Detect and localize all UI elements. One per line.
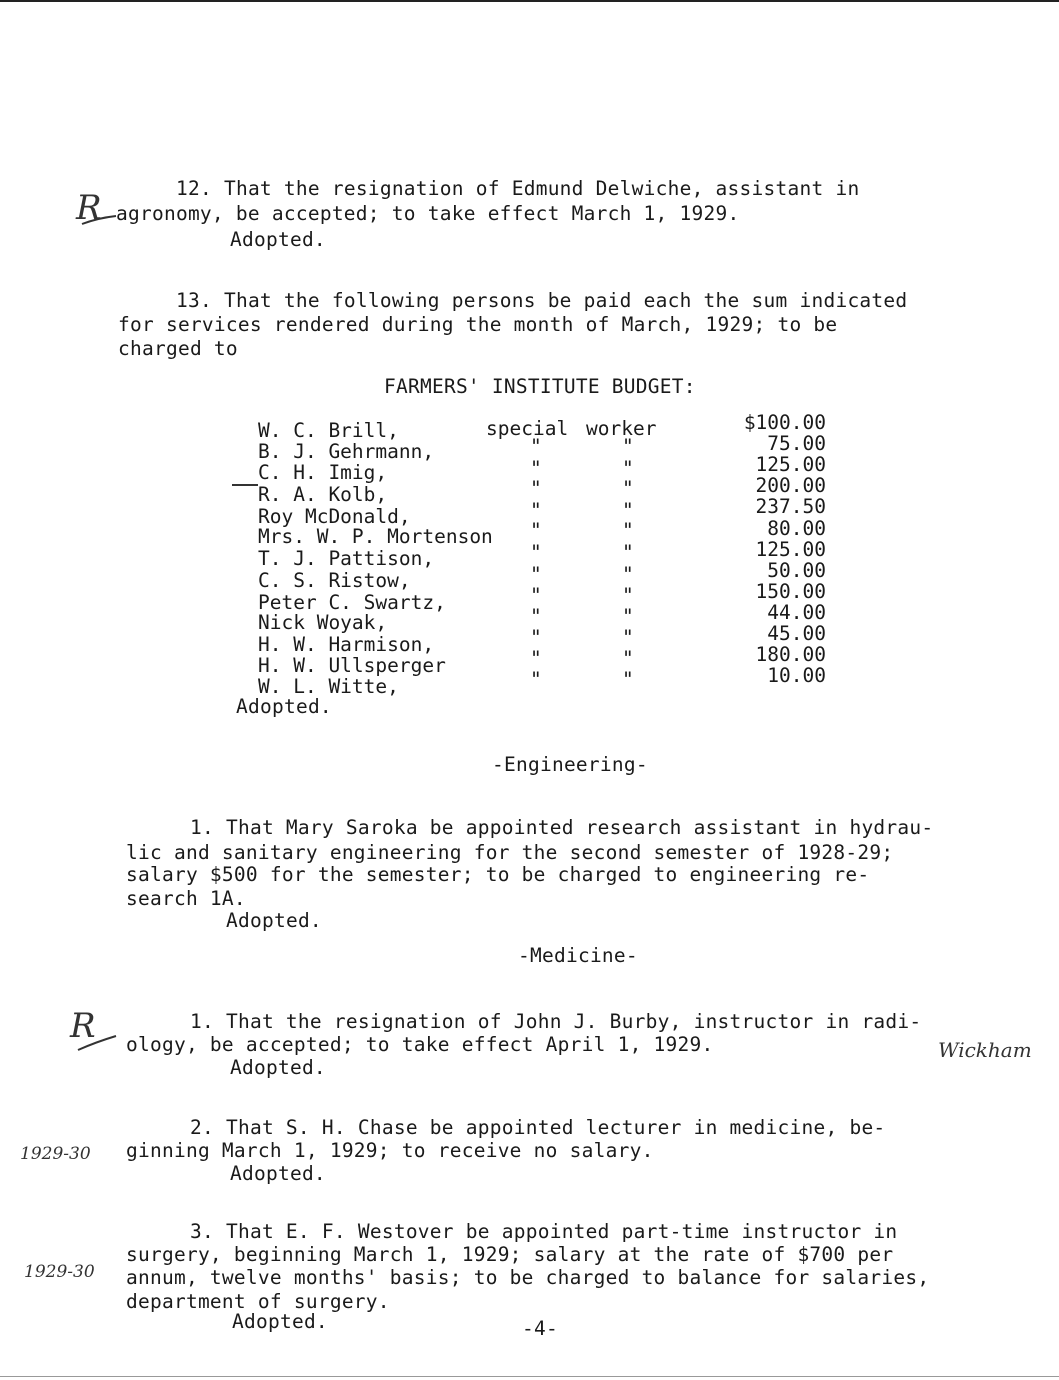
ditto-mark: " <box>530 647 542 670</box>
ditto-mark: " <box>530 435 542 458</box>
ditto-mark: " <box>530 457 542 480</box>
item-12-adopted: Adopted. <box>230 228 326 251</box>
medicine-item-3-line-4: department of surgery. <box>126 1290 390 1313</box>
medicine-item-3-line-1: 3. That E. F. Westover be appointed part-time instructor in <box>190 1220 898 1243</box>
medicine-item-3-line-3: annum, twelve months' basis; to be charged to balance for salaries, <box>126 1266 930 1289</box>
ditto-mark: " <box>530 605 542 628</box>
pencil-mark <box>232 484 258 486</box>
budget-amount: 50.00 <box>767 559 826 582</box>
ditto-mark: " <box>530 519 542 542</box>
margin-tick-mark <box>80 214 120 228</box>
budget-name: H. W. Harmison, <box>258 633 435 656</box>
budget-role-2: worker <box>586 417 657 440</box>
margin-note-year: 1929-30 <box>24 1262 95 1282</box>
budget-name: T. J. Pattison, <box>258 547 435 570</box>
ditto-mark: " <box>622 584 634 607</box>
engineering-item-1-line-1: 1. That Mary Saroka be appointed research assistant in hydrau- <box>190 816 934 839</box>
page-number: -4- <box>522 1317 558 1340</box>
medicine-item-2-line-1: 2. That S. H. Chase be appointed lecturer in medicine, be- <box>190 1116 886 1139</box>
budget-amount: 180.00 <box>755 643 826 666</box>
medicine-item-1-adopted: Adopted. <box>230 1056 326 1079</box>
engineering-item-1-adopted: Adopted. <box>226 909 322 932</box>
budget-amount: $100.00 <box>743 411 826 434</box>
budget-amount: 45.00 <box>767 622 826 645</box>
ditto-mark: " <box>622 519 634 542</box>
budget-amount: 44.00 <box>767 601 826 624</box>
ditto-mark: " <box>622 626 634 649</box>
margin-signature: Wickham <box>938 1038 1032 1062</box>
ditto-mark: " <box>622 435 634 458</box>
budget-name: Peter C. Swartz, <box>258 591 446 614</box>
margin-note-year: 1929-30 <box>20 1144 91 1164</box>
budget-name: W. C. Brill, <box>258 419 399 442</box>
ditto-mark: " <box>530 477 542 500</box>
medicine-item-3-line-2: surgery, beginning March 1, 1929; salary at the rate of $700 per <box>126 1243 894 1266</box>
ditto-mark: " <box>622 457 634 480</box>
ditto-mark: " <box>622 605 634 628</box>
item-13-line-3: charged to <box>118 337 238 360</box>
ditto-mark: " <box>622 477 634 500</box>
ditto-mark: " <box>530 563 542 586</box>
budget-amount: 75.00 <box>767 432 826 455</box>
budget-name: W. L. Witte, <box>258 675 399 698</box>
item-12-line-1: 12. That the resignation of Edmund Delwiche, assistant in <box>176 177 860 200</box>
scan-edge-bottom <box>0 1376 1059 1377</box>
medicine-item-3-adopted: Adopted. <box>232 1310 328 1333</box>
medicine-item-1-line-2: ology, be accepted; to take effect April 1, 1929. <box>126 1033 714 1056</box>
engineering-item-1-line-3: salary $500 for the semester; to be charged to engineering re- <box>126 863 870 886</box>
budget-amount: 125.00 <box>755 453 826 476</box>
scan-edge-top <box>0 0 1059 2</box>
budget-name: Mrs. W. P. Mortenson <box>258 525 493 548</box>
budget-name: C. H. Imig, <box>258 461 388 484</box>
medicine-item-2-line-2: ginning March 1, 1929; to receive no salary. <box>126 1139 654 1162</box>
budget-name: H. W. Ullsperger <box>258 654 446 677</box>
budget-name: R. A. Kolb, <box>258 483 388 506</box>
item-12-line-2: agronomy, be accepted; to take effect March 1, 1929. <box>116 202 740 225</box>
budget-name: Nick Woyak, <box>258 611 388 634</box>
budget-amount: 10.00 <box>767 664 826 687</box>
engineering-item-1-line-4: search 1A. <box>126 887 246 910</box>
ditto-mark: " <box>530 499 542 522</box>
engineering-item-1-line-2: lic and sanitary engineering for the second semester of 1928-29; <box>126 841 894 864</box>
budget-name: Roy McDonald, <box>258 505 411 528</box>
margin-note-r: R <box>76 188 102 228</box>
medicine-section-title: -Medicine- <box>518 944 638 967</box>
medicine-item-2-adopted: Adopted. <box>230 1162 326 1185</box>
item-13-adopted: Adopted. <box>236 695 332 718</box>
ditto-mark: " <box>622 647 634 670</box>
ditto-mark: " <box>622 668 634 691</box>
ditto-mark: " <box>622 541 634 564</box>
budget-amount: 125.00 <box>755 538 826 561</box>
engineering-section-title: -Engineering- <box>492 753 648 776</box>
budget-amount: 237.50 <box>755 495 826 518</box>
ditto-mark: " <box>530 626 542 649</box>
item-13-line-2: for services rendered during the month of March, 1929; to be <box>118 313 838 336</box>
item-13-line-1: 13. That the following persons be paid each the sum indicated <box>176 289 908 312</box>
budget-amount: 150.00 <box>755 580 826 603</box>
margin-tick-mark <box>76 1034 120 1054</box>
ditto-mark: " <box>622 563 634 586</box>
ditto-mark: " <box>530 668 542 691</box>
budget-role: special <box>486 417 569 440</box>
budget-amount: 80.00 <box>767 517 826 540</box>
budget-name: B. J. Gehrmann, <box>258 440 435 463</box>
ditto-mark: " <box>530 541 542 564</box>
budget-amount: 200.00 <box>755 474 826 497</box>
farmers-institute-budget-heading: FARMERS' INSTITUTE BUDGET: <box>384 375 696 398</box>
ditto-mark: " <box>622 499 634 522</box>
medicine-item-1-line-1: 1. That the resignation of John J. Burby, instructor in radi- <box>190 1010 922 1033</box>
ditto-mark: " <box>530 584 542 607</box>
budget-name: C. S. Ristow, <box>258 569 411 592</box>
margin-note-r: R <box>70 1006 96 1046</box>
